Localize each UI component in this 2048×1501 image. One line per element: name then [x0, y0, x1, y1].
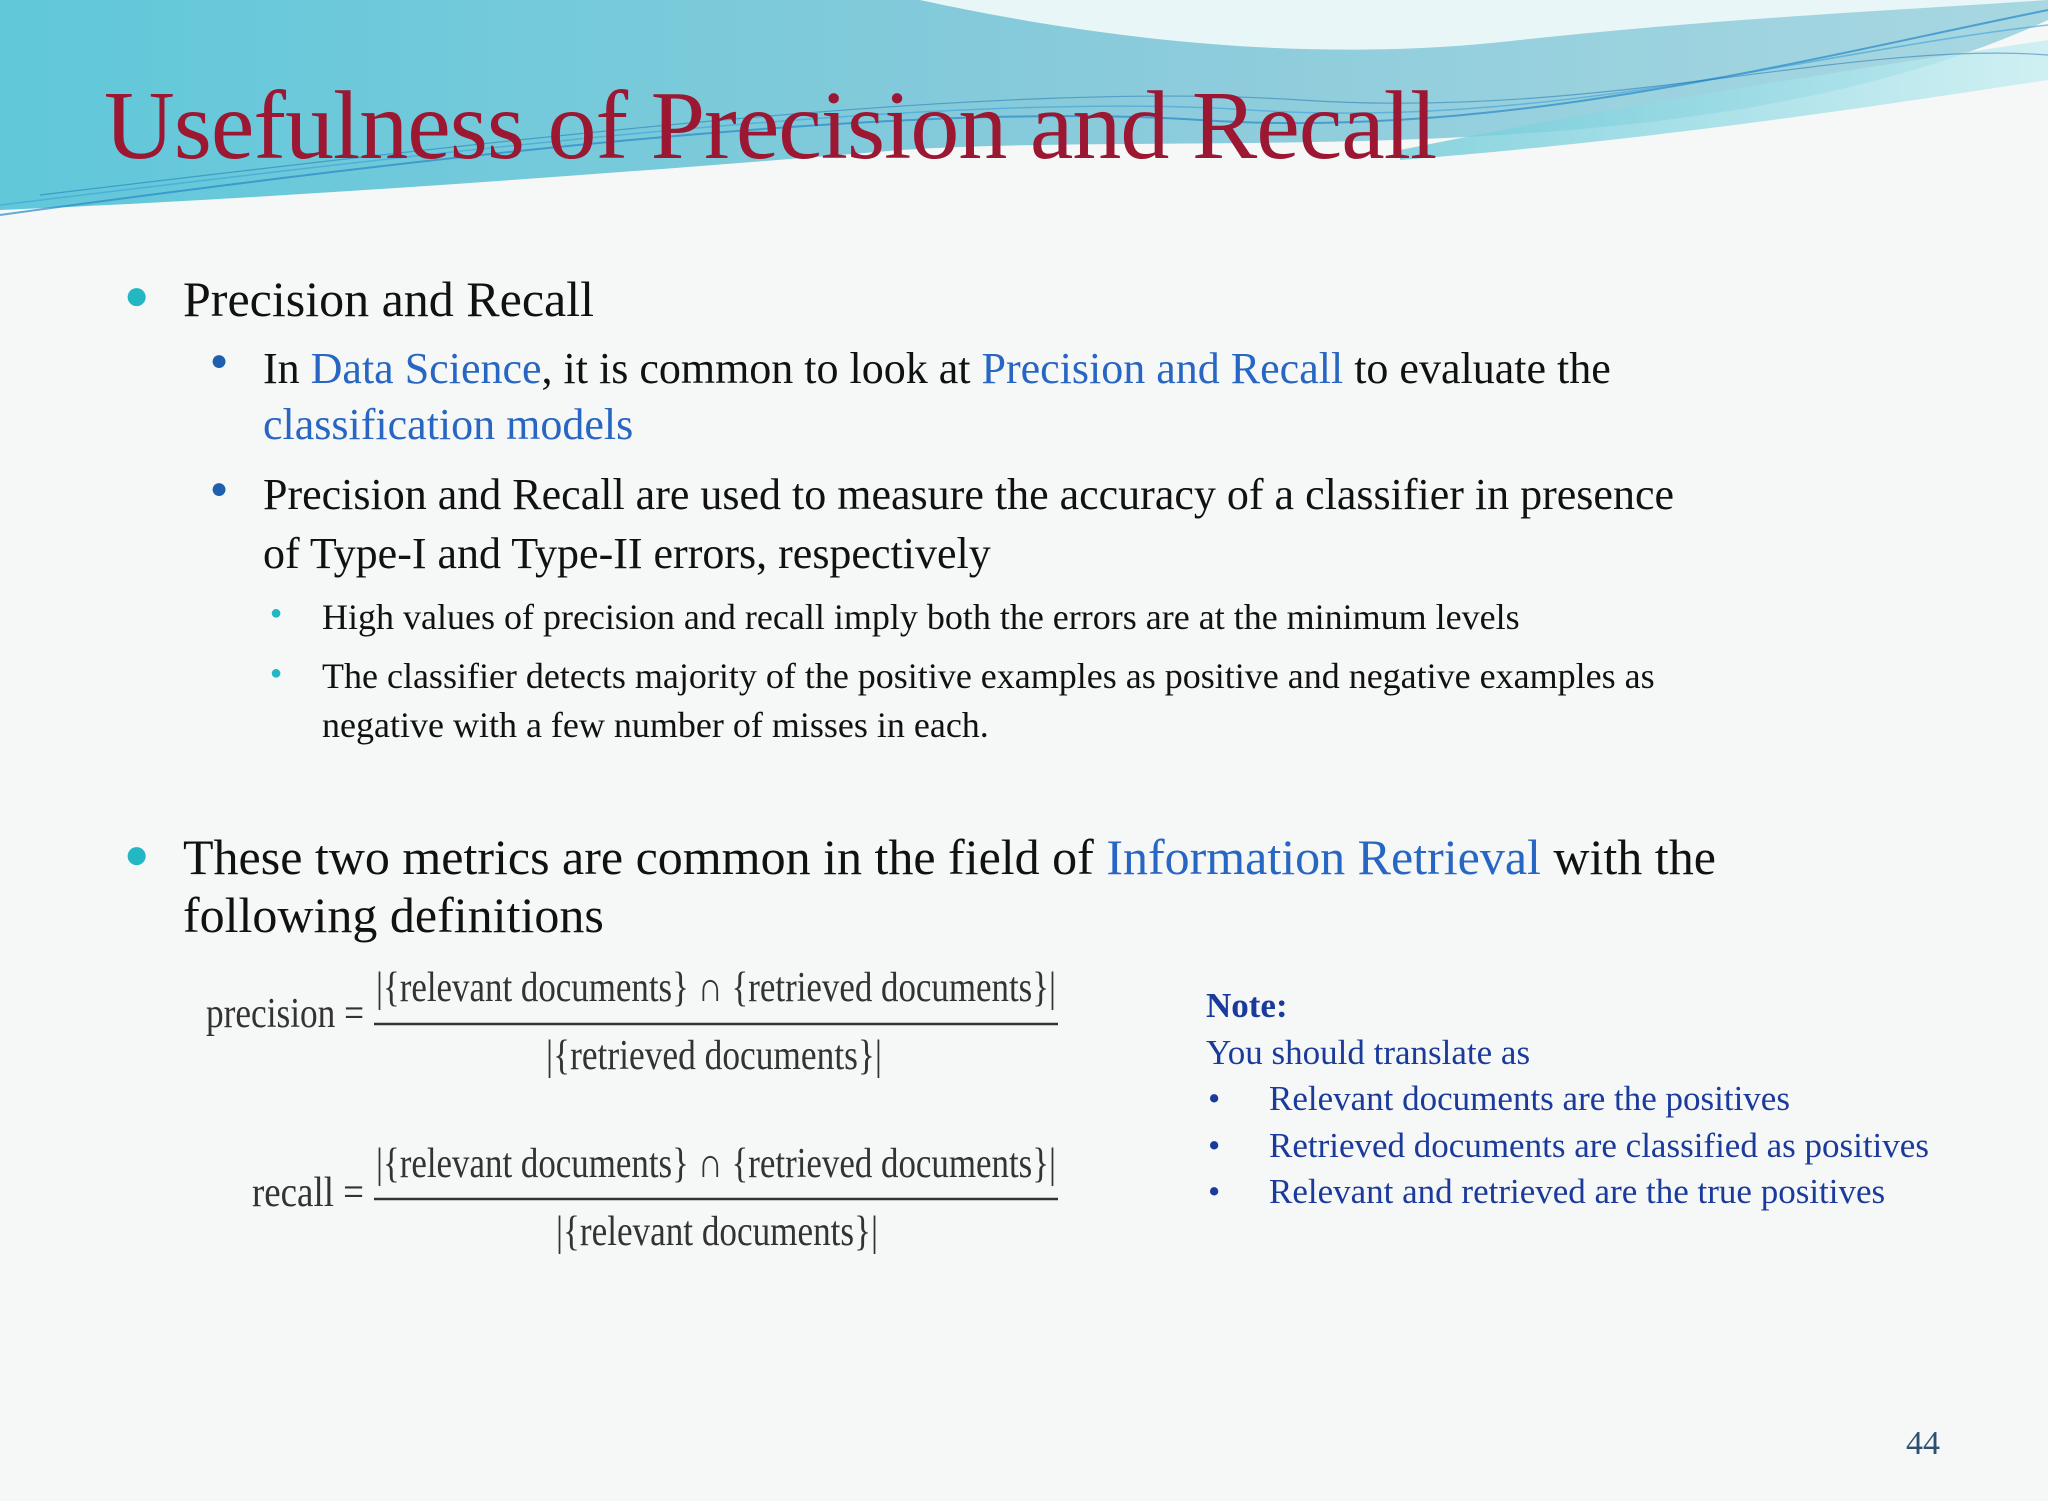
bullet-dot: ●	[270, 662, 283, 684]
text: with the	[1540, 829, 1716, 885]
note-bullet: •	[1208, 1172, 1221, 1211]
text: These two metrics are common in the field of	[183, 829, 1107, 885]
term-classification-models: classification models	[263, 400, 634, 449]
bullet-dot: ●	[124, 832, 150, 878]
bullet-accuracy-line1: Precision and Recall are used to measure the accuracy of a classifier in presence	[263, 470, 1675, 519]
term-information-retrieval: Information Retrieval	[1106, 829, 1541, 885]
note-item-text: Relevant and retrieved are the true positives	[1269, 1172, 1886, 1211]
note-item	[1206, 1169, 1929, 1216]
recall-numerator: |{relevant documents} ∩ {retrieved documents}|	[376, 1141, 1056, 1187]
note-bullet: •	[1208, 1125, 1221, 1165]
bullet-precision-recall: Precision and Recall	[183, 271, 594, 327]
text: In	[263, 344, 311, 393]
precision-denominator: |{retrieved documents}|	[546, 1033, 882, 1079]
note-item	[1206, 1076, 1929, 1123]
bullet-dot: ●	[210, 344, 229, 377]
slide-title: Usefulness of Precision and Recall	[104, 72, 1437, 180]
precision-lhs: precision =	[206, 991, 364, 1037]
recall-denominator: |{relevant documents}|	[556, 1209, 878, 1255]
recall-formula	[252, 1141, 1058, 1255]
bullet-classifier-detects-line2: negative with a few number of misses in each.	[322, 705, 989, 745]
bullet-information-retrieval-line2: following definitions	[183, 887, 604, 943]
note-box	[1206, 983, 1929, 1216]
note-heading: Note:	[1206, 986, 1288, 1025]
bullet-information-retrieval	[183, 828, 1716, 886]
bullet-classifier-detects-line1: The classifier detects majority of the positive examples as positive and negative examples as	[322, 656, 1655, 696]
precision-numerator: |{relevant documents} ∩ {retrieved documents}|	[376, 965, 1056, 1011]
page-number: 44	[1906, 1425, 1940, 1462]
text: to evaluate the	[1343, 344, 1611, 393]
term-precision-recall: Precision and Recall	[981, 344, 1344, 393]
bullet-dot: ●	[270, 602, 283, 624]
precision-formula	[206, 965, 1058, 1079]
note-item-text: Retrieved documents are classified as positives	[1269, 1125, 1929, 1165]
bullet-data-science	[263, 340, 1611, 397]
precision-recall-formulas	[200, 955, 1080, 1275]
bullet-high-values: High values of precision and recall imply both the errors are at the minimum levels	[322, 597, 1520, 637]
term-data-science: Data Science	[310, 344, 542, 393]
note-item	[1206, 1123, 1929, 1170]
note-item-text: Relevant documents are the positives	[1269, 1079, 1790, 1118]
note-intro: You should translate as	[1206, 1032, 1531, 1072]
text: , it is common to look at	[541, 344, 982, 393]
bullet-accuracy-line2: of Type-I and Type-II errors, respectively	[263, 529, 991, 578]
note-bullet: •	[1208, 1079, 1221, 1118]
recall-lhs: recall =	[252, 1170, 364, 1216]
bullet-dot: ●	[124, 273, 150, 319]
bullet-dot: ●	[210, 472, 229, 505]
